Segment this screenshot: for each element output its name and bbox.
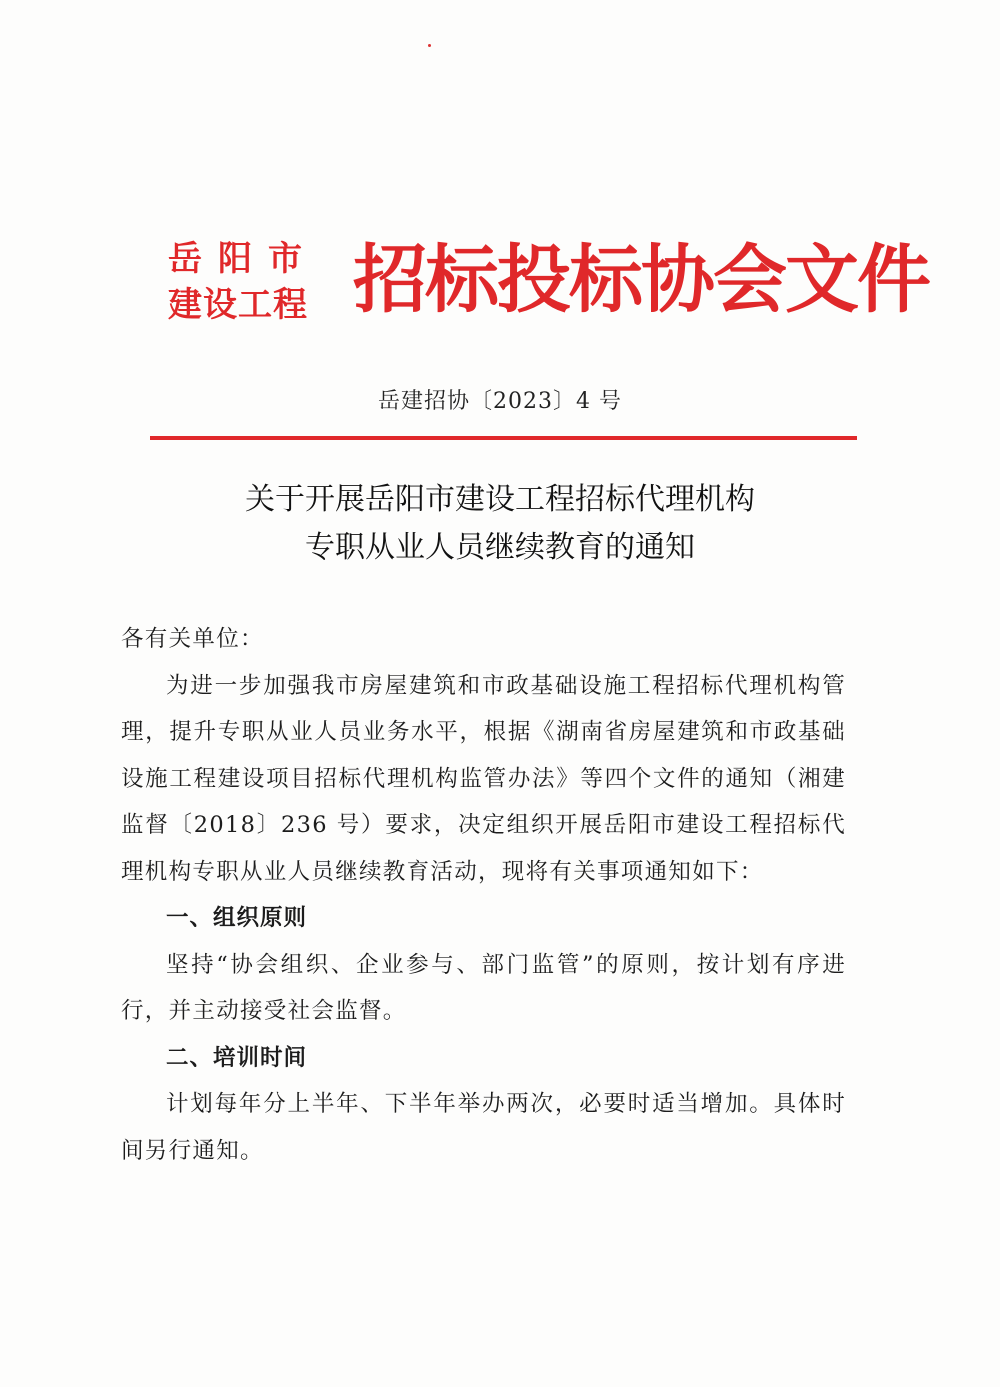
intro-paragraph: 为进一步加强我市房屋建筑和市政基础设施工程招标代理机构管理，提升专职从业人员业务水平，根据《湖南省房屋建筑和市政基础设施工程建设项目招标代理机构监管办法》等四个文件的通知（湘建监督〔2018〕236 号）要求，决定组织开展岳阳市建设工程招标代理机构专职从业人员继续教育活动，现将有关事项通知如下： <box>121 672 846 885</box>
red-divider-line <box>150 436 857 440</box>
notice-title <box>0 476 1000 572</box>
notice-title-line1: 关于开展岳阳市建设工程招标代理机构 <box>245 482 755 517</box>
letterhead-org-name <box>168 236 328 328</box>
section-text-1: 坚持“协会组织、企业参与、部门监管”的原则，按计划有序进行，并主动接受社会监督。 <box>121 951 846 1024</box>
letterhead-main-title: 招标投标协会文件 <box>353 237 929 323</box>
document-number: 岳建招协〔2023〕4 号 <box>378 389 622 414</box>
notice-body <box>121 616 846 1174</box>
notice-title-line2: 专职从业人员继续教育的通知 <box>305 530 695 565</box>
salutation: 各有关单位： <box>121 626 264 652</box>
letterhead-org-line1: 岳阳市 <box>168 239 318 279</box>
section-text-2: 计划每年分上半年、下半年举办两次，必要时适当增加。具体时间另行通知。 <box>121 1091 846 1164</box>
letterhead <box>168 232 929 332</box>
letterhead-org-line2: 建设工程 <box>168 285 308 325</box>
scan-speck <box>428 44 431 47</box>
section-heading-2: 二、培训时间 <box>166 1044 308 1071</box>
section-heading-1: 一、组织原则 <box>166 905 308 931</box>
